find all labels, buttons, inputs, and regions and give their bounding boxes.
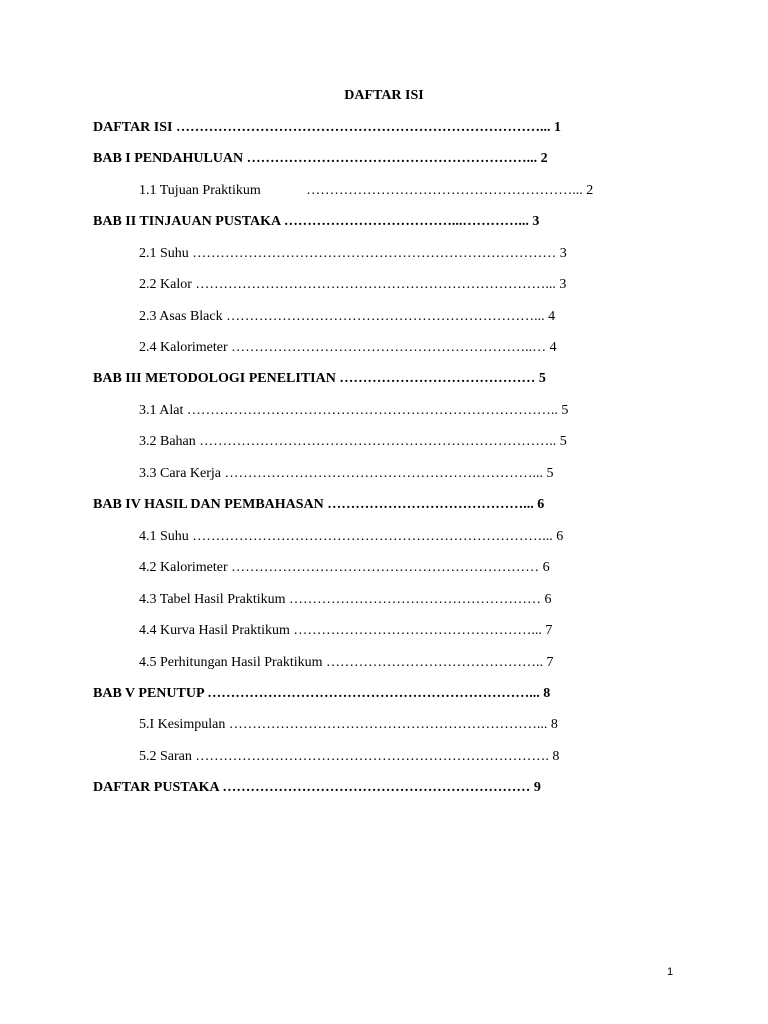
toc-entry-3-3: 3.3 Cara Kerja …………………………………………………………... 5 [139,466,554,481]
toc-entry-4-2: 4.2 Kalorimeter ………………………………………………………… 6 [139,560,550,575]
page-title: DAFTAR ISI [344,88,424,103]
toc-entry-2-2: 2.2 Kalor …………………………………………………………………... 3 [139,277,567,292]
toc-entry-2-3: 2.3 Asas Black …………………………………………………………... 4 [139,309,556,324]
toc-entry-bab-4: BAB IV HASIL DAN PEMBAHASAN ……………………………………... 6 [93,497,545,512]
toc-entry-4-3: 4.3 Tabel Hasil Praktikum ……………………………………………… 6 [139,592,552,607]
toc-entry-1-1: 1.1 Tujuan Praktikum …………………………………………………... 2 [139,183,594,198]
toc-entry-5-1: 5.I Kesimpulan …………………………………………………………... 8 [139,717,558,732]
toc-entry-4-4: 4.4 Kurva Hasil Praktikum ……………………………………………... 7 [139,623,553,638]
toc-entry-3-1: 3.1 Alat …………………………………………………………………….. 5 [139,403,569,418]
toc-entry-bab-5: BAB V PENUTUP ……………………………………………………………... 8 [93,686,551,701]
page-number: 1 [667,966,674,978]
toc-entry-2-4: 2.4 Kalorimeter ………………………………………………………..… 4 [139,340,557,355]
toc-entry-4-5: 4.5 Perhitungan Hasil Praktikum ……………………………………….. 7 [139,655,554,670]
toc-entry-5-2: 5.2 Saran …………………………………………………………………. 8 [139,749,560,764]
toc-entry-4-1: 4.1 Suhu …………………………………………………………………... 6 [139,529,564,544]
toc-entry-daftar-isi: DAFTAR ISI ……………………………………………………………………... 1 [93,120,561,135]
toc-entry-bab-1: BAB I PENDAHULUAN ……………………………………………………... 2 [93,151,548,166]
toc-entry-bab-2: BAB II TINJAUAN PUSTAKA ………………………………...…………... 3 [93,214,540,229]
toc-entry-2-1: 2.1 Suhu …………………………………………………………………… 3 [139,246,567,261]
toc-entry-bab-3: BAB III METODOLOGI PENELITIAN …………………………………… 5 [93,371,546,386]
toc-entry-3-2: 3.2 Bahan ………………………………………………………………….. 5 [139,434,567,449]
toc-entry-daftar-pustaka: DAFTAR PUSTAKA ………………………………………………………… 9 [93,780,541,795]
